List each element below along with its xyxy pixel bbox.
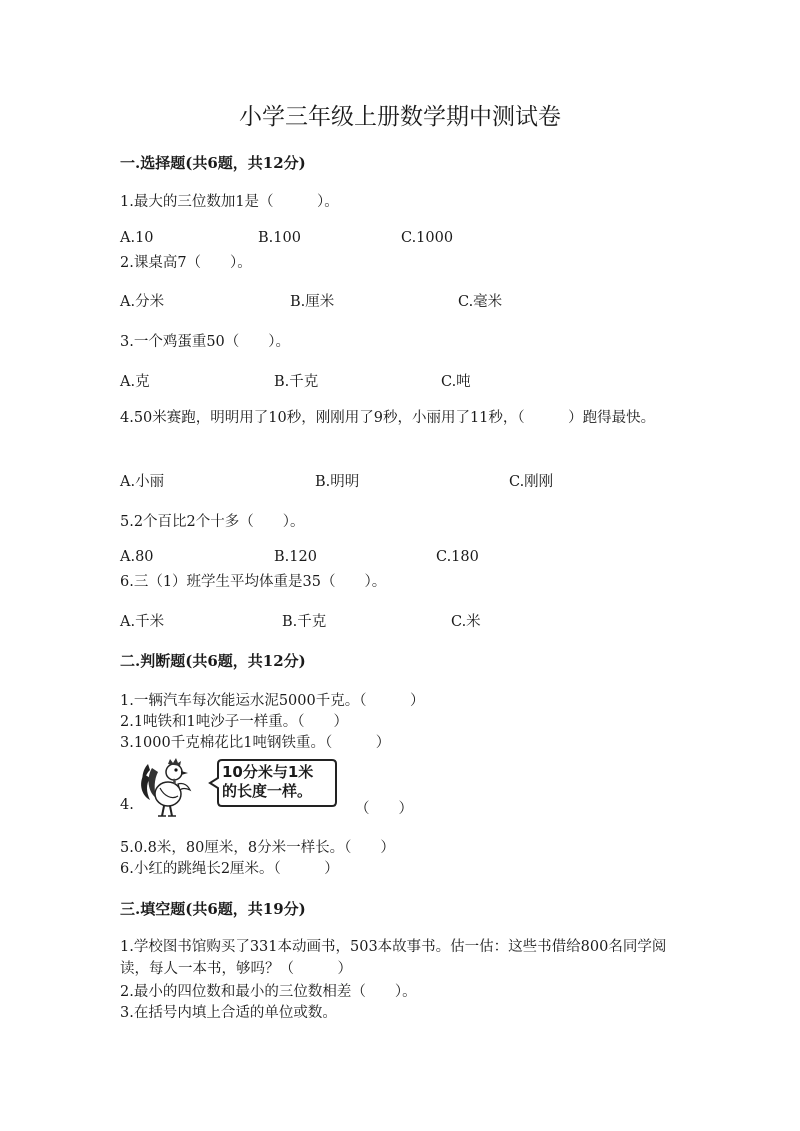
choice-option: B.100 [258,230,301,246]
judge-question-1: 1.一辆汽车每次能运水泥5000千克。（ ） [120,693,425,709]
choice-option: C.吨 [441,374,471,390]
judge-question-6: 6.小红的跳绳长2厘米。（ ） [120,861,339,877]
fill-question-2: 2.最小的四位数和最小的三位数相差（ ）。 [120,984,417,1000]
choice-question-5: 5.2个百比2个十多（ ）。 [120,514,305,530]
choice-option: C.毫米 [458,294,503,310]
choice-option: B.千克 [282,614,327,630]
choice-option: A.80 [120,549,154,565]
choice-question-6: 6.三（1）班学生平均体重是35（ ）。 [120,574,387,590]
fill-question-1: 1.学校图书馆购买了331本动画书，503本故事书。估一估：这些书借给800名同学阅读，每人一本书，够吗？（ ） [120,939,667,977]
speech-bubble-line-2: 的长度一样。 [222,782,313,800]
speech-bubble-text [222,763,313,801]
choice-option: B.明明 [315,474,360,490]
section-heading-fill: 三.填空题(共6题，共19分) [120,900,306,918]
judge-question-5: 5.0.8米，80厘米，8分米一样长。（ ） [120,840,395,856]
choice-option: B.120 [274,549,317,565]
choice-option: C.刚刚 [509,474,554,490]
choice-option: A.克 [120,374,150,390]
choice-option: C.米 [451,614,481,630]
page-title: 小学三年级上册数学期中测试卷 [239,104,561,130]
choice-option: A.分米 [120,294,165,310]
choice-option: B.厘米 [290,294,335,310]
choice-option: A.千米 [120,614,165,630]
judge-question-4: 4. [120,797,134,813]
choice-option: B.千克 [274,374,319,390]
choice-option: A.10 [120,230,154,246]
section-heading-choice: 一.选择题(共6题，共12分) [120,154,306,172]
fill-question-3: 3.在括号内填上合适的单位或数。 [120,1005,337,1021]
choice-option: A.小丽 [120,474,165,490]
section-heading-judge: 二.判断题(共6题，共12分) [120,652,306,670]
rooster-illustration [138,756,202,818]
judge-question-2: 2.1吨铁和1吨沙子一样重。（ ） [120,714,349,730]
judge-question-4-answer: （ ） [355,801,413,817]
speech-bubble-line-1: 10分米与1米 [222,763,314,781]
choice-option: C.1000 [401,230,454,246]
choice-option: C.180 [436,549,479,565]
choice-question-4: 4.50米赛跑，明明用了10秒，刚刚用了9秒，小丽用了11秒，（ ）跑得最快。 [120,410,656,426]
choice-question-3: 3.一个鸡蛋重50（ ）。 [120,334,291,350]
choice-question-2: 2.课桌高7（ ）。 [120,255,252,271]
judge-question-3: 3.1000千克棉花比1吨钢铁重。（ ） [120,735,391,751]
choice-question-1: 1.最大的三位数加1是（ ）。 [120,194,339,210]
